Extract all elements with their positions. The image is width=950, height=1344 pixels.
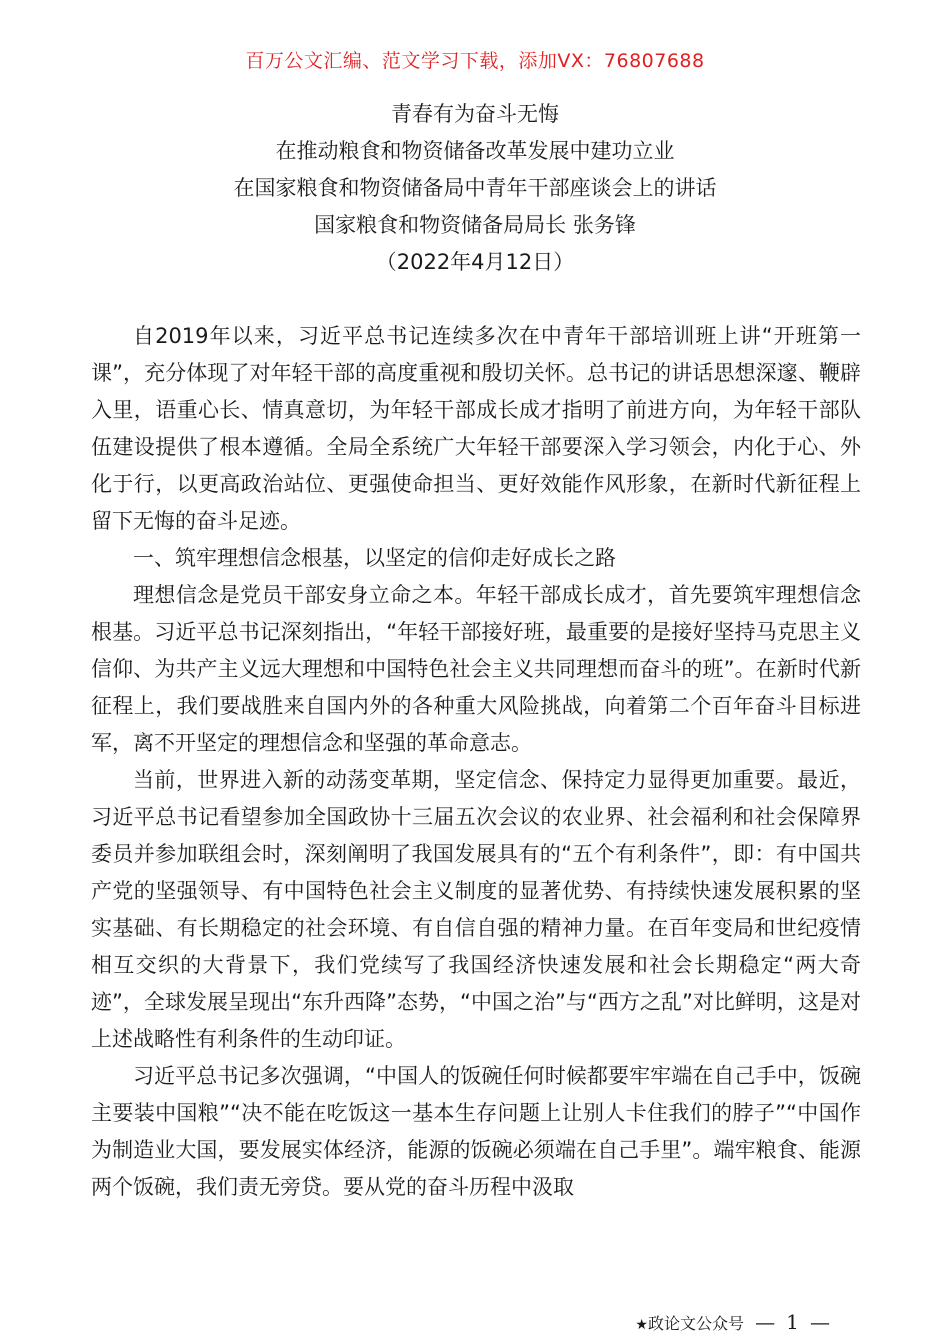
- title-block: [0, 96, 950, 281]
- star-icon: ★: [635, 1317, 648, 1333]
- paragraph: 自2019年以来，习近平总书记连续多次在中青年干部培训班上讲“开班第一课”，充分体现了对年轻干部的高度重视和殷切关怀。总书记的讲话思想深邃、鞭辟入里，语重心长、情真意切，为年轻干部成长成才指明了前进方向，为年轻干部队伍建设提供了根本遵循。全局全系统广大年轻干部要深入学习领会，内化于心、外化于行，以更高政治站位、更强使命担当、更好效能作风形象，在新时代新征程上留下无悔的奋斗足迹。: [91, 324, 861, 533]
- footer-source: 政论文公众号: [647, 1314, 744, 1333]
- page-footer: [635, 1310, 830, 1334]
- paragraph: 当前，世界进入新的动荡变革期，坚定信念、保持定力显得更加重要。最近，习近平总书记看望参加全国政协十三届五次会议的农业界、社会福利和社会保障界委员并参加联组会时，深刻阐明了我国发展具有的“五个有利条件”，即：有中国共产党的坚强领导、有中国特色社会主义制度的显著优势、有持续快速发展积累的坚实基础、有长期稳定的社会环境、有自信自强的精神力量。在百年变局和世纪疫情相互交织的大背景下，我们党续写了我国经济快速发展和社会长期稳定“两大奇迹”，全球发展呈现出“东升西降”态势，“中国之治”与“西方之乱”对比鲜明，这是对上述战略性有利条件的生动印证。: [91, 768, 861, 1051]
- paragraph: 习近平总书记多次强调，“中国人的饭碗任何时候都要牢牢端在自己手中，饭碗主要装中国粮”“决不能在吃饭这一基本生存问题上让别人卡住我们的脖子”“中国作为制造业大国，要发展实体经济，能源的饭碗必须端在自己手里”。端牢粮食、能源两个饭碗，我们责无旁贷。要从党的奋斗历程中汲取: [91, 1064, 861, 1199]
- body-text: [91, 318, 861, 1206]
- page-number-right-dash: —: [810, 1310, 830, 1334]
- title-occasion: 在国家粮食和物资储备局中青年干部座谈会上的讲话: [233, 176, 717, 200]
- page-number: 1: [786, 1310, 799, 1334]
- page-number-left-dash: —: [755, 1310, 776, 1334]
- header-banner: 百万公文汇编、范文学习下载，添加VX：76807688: [245, 50, 705, 72]
- section-heading: 一、筑牢理想信念根基，以坚定的信仰走好成长之路: [133, 546, 616, 570]
- title-speaker: 国家粮食和物资储备局局长 张务锋: [314, 213, 636, 237]
- title-subtitle: 在推动粮食和物资储备改革发展中建功立业: [275, 139, 675, 163]
- paragraph: 理想信念是党员干部安身立命之本。年轻干部成长成才，首先要筑牢理想信念根基。习近平总书记深刻指出，“年轻干部接好班，最重要的是接好坚持马克思主义信仰、为共产主义远大理想和中国特色社会主义共同理想而奋斗的班”。在新时代新征程上，我们要战胜来自国内外的各种重大风险挑战，向着第二个百年奋斗目标进军，离不开坚定的理想信念和坚强的革命意志。: [91, 583, 861, 755]
- title-main: 青春有为奋斗无悔: [391, 102, 559, 126]
- title-date: （2022年4月12日）: [375, 250, 575, 274]
